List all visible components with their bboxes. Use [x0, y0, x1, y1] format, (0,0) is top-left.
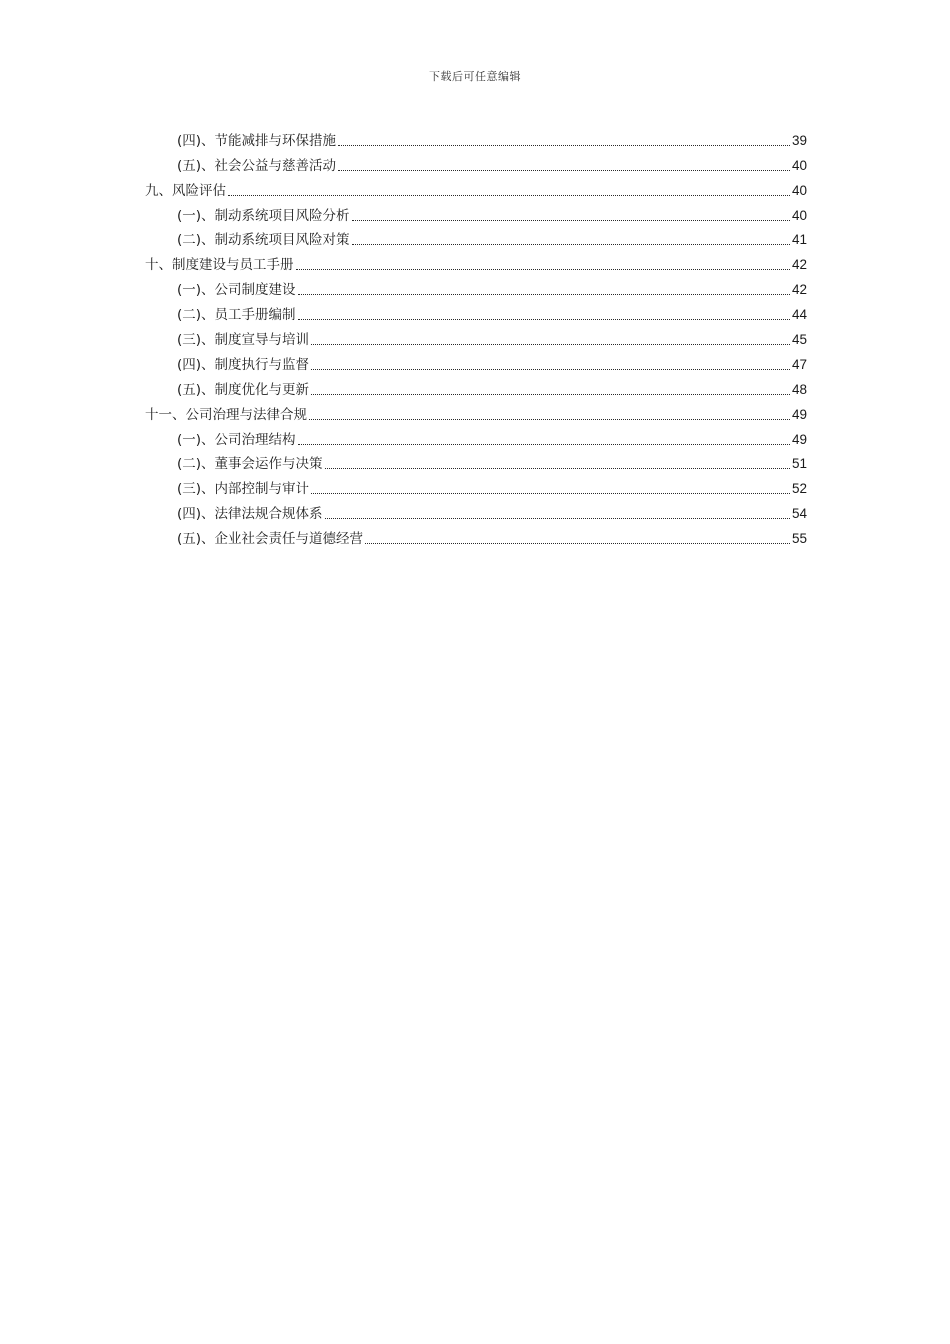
toc-entry-title: (一)、公司治理结构	[177, 431, 296, 448]
toc-entry-title: (五)、社会公益与慈善活动	[177, 157, 337, 174]
toc-entry-title: (一)、公司制度建设	[177, 282, 296, 299]
toc-dot-leader	[311, 369, 790, 370]
toc-section-entry[interactable]	[145, 225, 807, 250]
toc-entry-title: 十、制度建设与员工手册	[145, 257, 294, 274]
toc-page-number: 40	[791, 157, 807, 173]
toc-page-number: 42	[791, 282, 807, 298]
toc-dot-leader	[325, 468, 790, 469]
toc-section-entry[interactable]	[145, 324, 807, 349]
toc-section-entry[interactable]	[145, 374, 807, 399]
toc-entry-title: 九、风险评估	[145, 182, 226, 199]
toc-page-number: 52	[791, 481, 807, 497]
toc-section-entry[interactable]	[145, 349, 807, 374]
toc-section-entry[interactable]	[145, 523, 807, 548]
toc-section-entry[interactable]	[145, 200, 807, 225]
toc-entry-title: (三)、制度宣导与培训	[177, 332, 310, 349]
toc-section-entry[interactable]	[145, 473, 807, 498]
toc-page-number: 40	[791, 182, 807, 198]
toc-entry-title: (五)、企业社会责任与道德经营	[177, 531, 364, 548]
toc-section-entry[interactable]	[145, 449, 807, 474]
toc-dot-leader	[228, 195, 790, 196]
header-note: 下载后可任意编辑	[429, 70, 521, 83]
toc-page-number: 41	[791, 232, 807, 248]
toc-page-number: 42	[791, 257, 807, 273]
toc-dot-leader	[296, 269, 790, 270]
toc-dot-leader	[311, 394, 790, 395]
toc-dot-leader	[338, 145, 790, 146]
toc-section-entry[interactable]	[145, 274, 807, 299]
toc-dot-leader	[352, 244, 790, 245]
toc-section-entry[interactable]	[145, 299, 807, 324]
toc-page-number: 51	[791, 456, 807, 472]
toc-dot-leader	[325, 518, 790, 519]
toc-dot-leader	[365, 543, 790, 544]
toc-entry-title: (二)、员工手册编制	[177, 307, 296, 324]
toc-entry-title: (三)、内部控制与审计	[177, 481, 310, 498]
toc-page-number: 47	[791, 356, 807, 372]
toc-entry-title: (四)、节能减排与环保措施	[177, 132, 337, 149]
toc-page-number: 44	[791, 307, 807, 323]
toc-entry-title: 十一、公司治理与法律合规	[145, 406, 307, 423]
toc-entry-title: (一)、制动系统项目风险分析	[177, 207, 350, 224]
toc-page-number: 55	[791, 531, 807, 547]
toc-entry-title: (四)、制度执行与监督	[177, 356, 310, 373]
toc-page-number: 39	[791, 132, 807, 148]
toc-page-number: 54	[791, 506, 807, 522]
toc-dot-leader	[298, 444, 790, 445]
toc-entry-title: (五)、制度优化与更新	[177, 381, 310, 398]
toc-chapter-entry[interactable]	[145, 399, 807, 424]
toc-entry-title: (二)、制动系统项目风险对策	[177, 232, 350, 249]
toc-section-entry[interactable]	[145, 125, 807, 150]
toc-section-entry[interactable]	[145, 424, 807, 449]
toc-page-number: 49	[791, 431, 807, 447]
toc-page-number: 40	[791, 207, 807, 223]
toc-entry-title: (四)、法律法规合规体系	[177, 506, 323, 523]
toc-dot-leader	[311, 493, 790, 494]
toc-dot-leader	[338, 170, 790, 171]
toc-chapter-entry[interactable]	[145, 249, 807, 274]
toc-dot-leader	[298, 294, 790, 295]
toc-dot-leader	[352, 220, 790, 221]
toc-dot-leader	[298, 319, 790, 320]
toc-section-entry[interactable]	[145, 150, 807, 175]
toc-page-number: 48	[791, 381, 807, 397]
table-of-contents	[145, 125, 807, 548]
toc-dot-leader	[311, 344, 790, 345]
toc-dot-leader	[309, 419, 790, 420]
toc-entry-title: (二)、董事会运作与决策	[177, 456, 323, 473]
toc-page-number: 45	[791, 332, 807, 348]
toc-section-entry[interactable]	[145, 498, 807, 523]
toc-chapter-entry[interactable]	[145, 175, 807, 200]
toc-page-number: 49	[791, 406, 807, 422]
